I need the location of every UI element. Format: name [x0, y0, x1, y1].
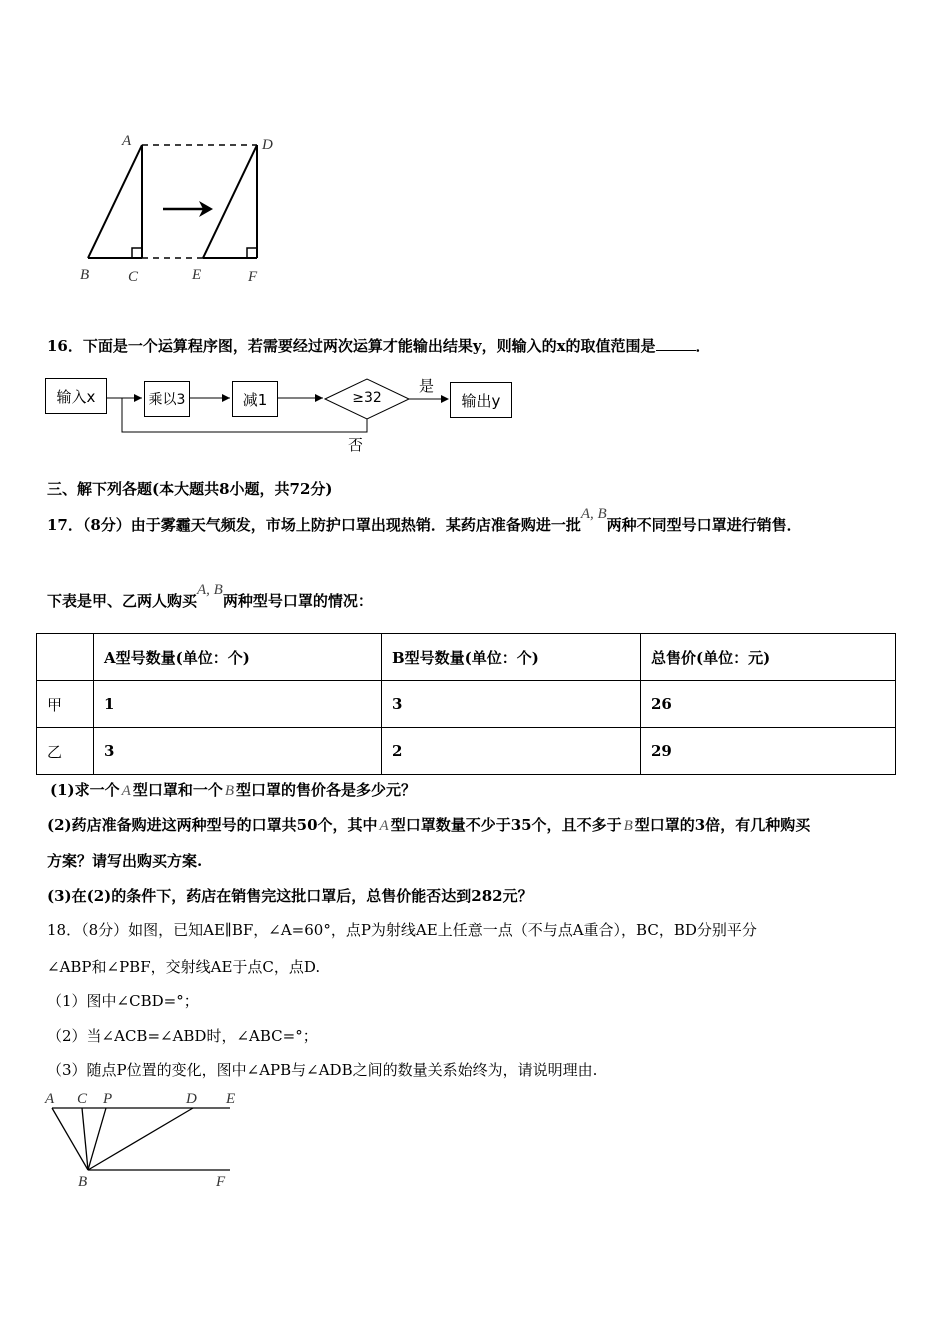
label-c: C: [77, 1091, 88, 1107]
q17-p1-text-b: 型口罩和一个: [132, 781, 223, 799]
q18-sub3: （3）随点P位置的变化，图中∠APB与∠ADB之间的数量关系始终为，请说明理由.: [47, 1061, 598, 1079]
table-header-cell: A型号数量(单位：个): [94, 634, 382, 681]
flow-multiply-box: 乘以3: [144, 381, 190, 417]
label-b: B: [80, 267, 90, 283]
flow-output-box: 输出y: [450, 382, 512, 418]
parallel-lines-figure: [40, 1088, 250, 1193]
segment-de: [203, 145, 257, 258]
q18-line2: ∠ABP和∠PBF，交射线AE于点C，点D.: [47, 958, 321, 976]
table-header-cell: [37, 634, 94, 681]
table-cell: 1: [94, 681, 382, 728]
loop-back-line: [122, 398, 367, 432]
q17-part2: [47, 815, 810, 836]
q17-ab-label: A, B: [580, 506, 607, 522]
flow-yes-label: 是: [419, 377, 435, 395]
label-a: A: [45, 1091, 55, 1107]
table-header-cell: 总售价(单位：元): [641, 634, 896, 681]
flow-subtract-box: 减1: [232, 381, 278, 417]
translation-figure: [70, 125, 300, 290]
q17-p2-var-a: A: [379, 818, 389, 834]
q17-line1-text-b: 两种不同型号口罩进行销售．: [606, 516, 802, 534]
table-cell: 2: [382, 728, 641, 775]
table-cell: 29: [641, 728, 896, 775]
right-angle-f: [247, 248, 257, 258]
q17-p2-text-c: 型口罩的3倍，有几种购买: [634, 816, 811, 834]
table-row: [37, 728, 896, 775]
right-angle-c: [132, 248, 142, 258]
q17-part1: [50, 780, 416, 801]
table-cell: 3: [94, 728, 382, 775]
label-c: C: [128, 269, 139, 285]
table-cell: 甲: [37, 681, 94, 728]
q17-p1-text: (1)求一个: [50, 781, 120, 799]
q17-line2: [47, 582, 373, 612]
q17-p2-text: (2)药店准备购进这两种型号的口罩共50个，其中: [47, 816, 378, 834]
flowchart: [45, 372, 565, 454]
q17-p1-var-b: B: [224, 783, 234, 799]
label-a: A: [122, 133, 132, 149]
q17-line1: [47, 506, 802, 536]
table-cell: 26: [641, 681, 896, 728]
q17-p2-text-b: 型口罩数量不少于35个，且不多于: [390, 816, 622, 834]
answer-blank[interactable]: [656, 336, 696, 351]
label-f: F: [248, 269, 258, 285]
label-p: P: [103, 1091, 113, 1107]
label-b: B: [78, 1174, 88, 1190]
question-16: [47, 336, 711, 356]
q17-line2-text: 下表是甲、乙两人购买: [47, 592, 198, 610]
q17-part3: (3)在(2)的条件下，药店在销售完这批口罩后，总售价能否达到282元？: [47, 887, 533, 905]
section-3-title: 三、解下列各题(本大题共8小题，共72分): [47, 480, 333, 498]
flow-condition-label: ≥32: [352, 390, 382, 406]
table-header-cell: B型号数量(单位：个): [382, 634, 641, 681]
table-cell: 3: [382, 681, 641, 728]
q17-part2-line2: 方案？请写出购买方案.: [47, 852, 203, 870]
q16-end: ．: [695, 337, 711, 355]
q17-line1-text: 17．（8分）由于雾霾天气频发，市场上防护口罩出现热销．某药店准备购进一批: [47, 516, 581, 534]
segment-ab: [88, 145, 142, 258]
q16-text: 16．下面是一个运算程序图，若需要经过两次运算才能输出结果y，则输入的x的取值范围是: [47, 337, 656, 355]
q17-p1-text-c: 型口罩的售价各是多少元？: [236, 781, 417, 799]
purchase-table: [36, 633, 896, 775]
table-header-row: [37, 634, 896, 681]
label-d: D: [262, 137, 273, 153]
label-e: E: [192, 267, 202, 283]
q17-p1-var-a: A: [121, 783, 131, 799]
q18-sub1: （1）图中∠CBD=°；: [47, 992, 199, 1010]
q17-p2-var-b: B: [623, 818, 633, 834]
label-e: E: [226, 1091, 236, 1107]
label-f: F: [216, 1174, 226, 1190]
q17-line2-text-b: 两种型号口罩的情况：: [222, 592, 373, 610]
q17-ab-label-2: A, B: [197, 582, 223, 598]
q18-sub2: （2）当∠ACB=∠ABD时，∠ABC=°；: [47, 1027, 318, 1045]
label-d: D: [186, 1091, 197, 1107]
flow-no-label: 否: [348, 436, 364, 454]
q18-line1: 18．（8分）如图，已知AE∥BF，∠A=60°，点P为射线AE上任意一点（不与点A重合），BC，BD分别平分: [47, 921, 757, 939]
table-row: [37, 681, 896, 728]
flow-input-box: 输入x: [45, 378, 107, 414]
table-cell: 乙: [37, 728, 94, 775]
